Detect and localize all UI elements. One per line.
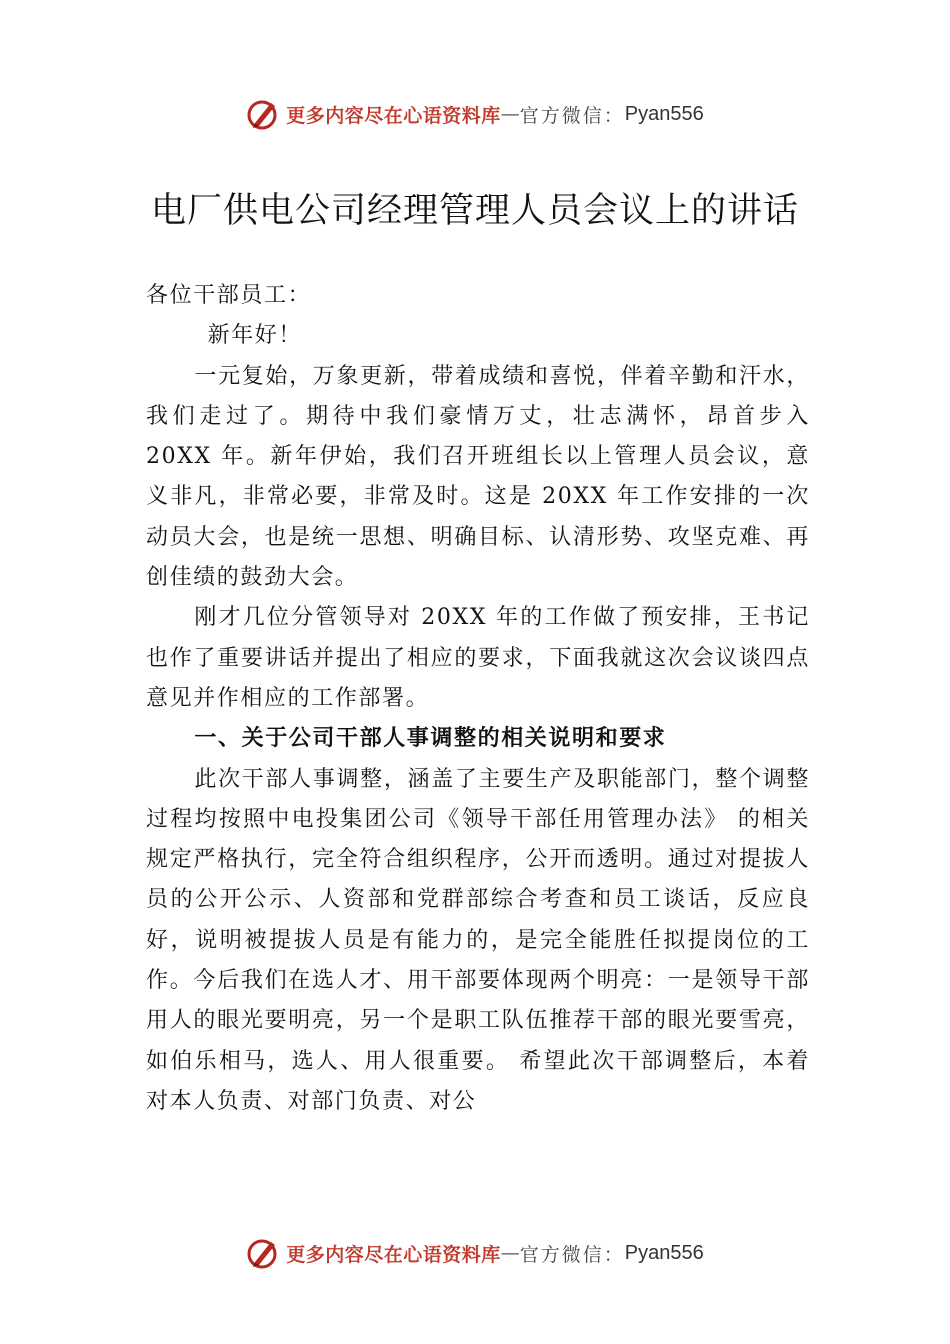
banner-main-text: 更多内容尽在心语资料库: [286, 1243, 501, 1266]
header-banner: [0, 94, 950, 134]
paragraph-intro: 刚才几位分管领导对 20XX 年的工作做了预安排，王书记也作了重要讲话并提出了相应的要求，下面我就这次会议谈四点意见并作相应的工作部署。: [146, 605, 810, 711]
document-title: 电厂供电公司经理管理人员会议上的讲话: [150, 191, 799, 231]
pen-logo-icon: [246, 97, 280, 131]
banner-separator: —: [500, 1242, 520, 1264]
new-year-greeting: 新年好！: [207, 323, 302, 349]
paragraph-opening: 一元复始，万象更新，带着成绩和喜悦，伴着辛勤和汗水，我们走过了。期待中我们豪情万丈，壮志满怀，昂首步入 20XX 年。新年伊始，我们召开班组长以上管理人员会议，意义非凡，非常必要，非常及时。这是 20XX 年工作安排的一次动员大会，也是统一思想、明确目标、认清形势、攻坚克难、再创佳绩的鼓劲大会。: [146, 363, 810, 591]
banner-wechat-id: Pyan556: [624, 102, 704, 125]
banner-wechat-id: Pyan556: [624, 1241, 704, 1264]
footer-banner: [0, 1233, 950, 1273]
banner-wechat-label: 官方微信：: [519, 104, 625, 127]
banner-separator: —: [500, 103, 520, 125]
document-body: [146, 276, 810, 1122]
greeting: 各位干部员工：: [146, 283, 312, 308]
banner-main-text: 更多内容尽在心语资料库: [286, 104, 501, 127]
banner-wechat-label: 官方微信：: [519, 1243, 625, 1266]
paragraph-section-one: 此次干部人事调整，涵盖了主要生产及职能部门，整个调整过程均按照中电投集团公司《领导干部任用管理办法》 的相关规定严格执行，完全符合组织程序，公开而透明。通过对提拔人员的公开公示、人资部和党群部综合考查和员工谈话，反应良好，说明被提拔人员是有能力的，是完全能胜任拟提岗位的工作。今后我们在选人才、用干部要体现两个明亮：一是领导干部用人的眼光要明亮，另一个是职工队伍推荐干部的眼光要雪亮，如伯乐相马，选人、用人很重要。 希望此次干部调整后，本着对本人负责、对部门负责、对公: [146, 766, 810, 1114]
pen-logo-icon: [246, 1236, 280, 1270]
section-heading: 一、关于公司干部人事调整的相关说明和要求: [194, 726, 667, 752]
